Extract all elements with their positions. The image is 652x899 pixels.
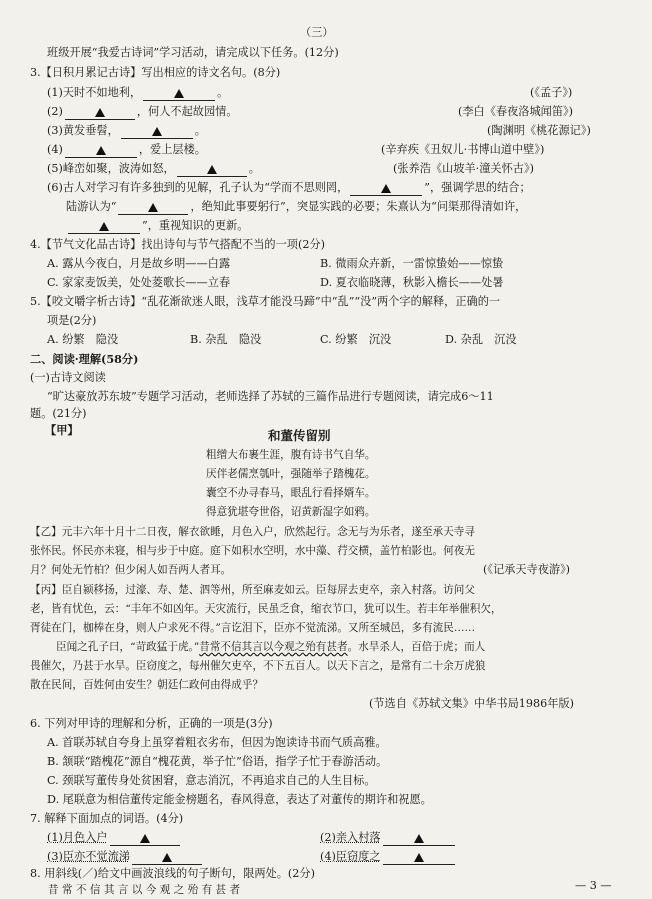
q3-item-5: (5)峰峦如聚，波涛如怒， 。 [47,162,260,175]
intro-line: 班级开展“我爱古诗词”学习活动，请完成以下任务。(12分) [47,46,339,59]
q3-source-4: (辛弃疾《丑奴儿·书博山道中壁》) [381,143,545,156]
q8-heading: 8. 用斜线(／)给文中画波浪线的句子断句，限两处。(2分) [30,867,315,880]
q5-option-a[interactable]: A. 纷繁 隐没 [47,333,119,346]
q8-sentence: 昔 常 不 信 其 言 以 今 观 之 殆 有 甚 者 [48,884,241,896]
yi-line-1: 【乙】元丰六年十月十二日夜，解衣欲睡，月色入户，欣然起行。念无与为乐者，遂至承天寺寻 [30,526,475,538]
bing-source: (节选自《苏轼文集》中华书局1986年版) [369,697,575,710]
poem-line-3: 囊空不办寻春马，眼乱行看择婿车。 [206,487,376,499]
yi-line-2: 张怀民。怀民亦未寝，相与步于中庭。庭下如积水空明，水中藻、荇交横，盖竹柏影也。何夜无 [30,545,475,557]
answer-blank[interactable] [350,181,422,196]
part2-intro-1: “旷达豪放苏东坡”专题学习活动，老师选择了苏轼的三篇作品进行专题阅读，请完成6～11 [47,390,494,403]
bing-line-6: 散在民间，百姓何由安生？朝廷仁政何由得成乎？ [30,679,264,691]
part2-intro-2: 题。(21分) [30,407,87,420]
q6-option-c[interactable]: C. 颈联写董传身处贫困窘，意志消沉，不再追求自己的人生目标。 [47,774,376,787]
q3-item-6-line2: 陆游认为“ ，绝知此事要躬行”，突显实践的必要；朱熹认为“问渠那得清如许， [66,200,527,213]
poem-line-4: 得意犹堪夸世俗，诏黄新湿字如鸦。 [206,506,376,518]
answer-blank[interactable] [121,124,193,139]
q7-item-4: (4)臣窃度之 [320,849,457,865]
bing-line-4: 臣闻之孔子曰，“苛政猛于虎。”昔常不信其言以今观之殆有甚者。水旱杀人，百倍于虎；而人 [56,641,486,653]
poem-title: 和董传留别 [268,428,331,443]
answer-blank[interactable] [383,850,455,865]
q3-item-4: (4) ，爱上层楼。 [47,143,206,156]
q5-option-c[interactable]: C. 纷繁 沉没 [320,333,392,346]
q4-heading: 4.【节气文化品古诗】找出诗句与节气搭配不当的一项(2分) [30,238,326,251]
q3-source-2: (李白《春夜洛城闻笛》) [458,105,574,118]
q3-item-6-line1: (6)古人对学习有许多独到的见解，孔子认为“学而不思则罔， ”，强调学思的结合； [47,181,531,194]
q6-option-a[interactable]: A. 首联苏轼自夸身上虽穿着粗衣劣布，但因为饱读诗书而气质高雅。 [47,736,387,749]
q5-line2: 项是(2分) [47,314,97,327]
q5-option-b[interactable]: B. 杂乱 隐没 [190,333,262,346]
triangle-icon [414,834,424,843]
q3-item-6-line3: ”，重视知识的更新。 [66,218,248,234]
q3-source-5: (张养浩《山坡羊·潼关怀古》) [393,162,534,175]
q6-option-d[interactable]: D. 尾联意为相信董传定能金榜题名，春风得意，表达了对董传的期许和祝愿。 [47,793,432,806]
q3-source-1: (《孟子》) [530,86,573,99]
wavy-underlined-sentence: 昔常不信其言以今观之殆有甚者 [199,641,348,653]
q7-item-3: (3)臣亦不觉流涕 [47,849,204,865]
answer-blank[interactable] [177,162,247,177]
answer-blank[interactable] [110,831,180,846]
q4-option-b[interactable]: B. 微雨众卉新，一雷惊蛰始——惊蛰 [320,257,504,270]
triangle-icon [148,203,158,212]
yi-source: (《记承天寺夜游》) [483,563,571,576]
triangle-icon [207,165,217,174]
triangle-icon [162,853,172,862]
q4-option-a[interactable]: A. 露从今夜白，月是故乡明——白露 [47,257,231,270]
answer-blank[interactable] [132,850,202,865]
q6-heading: 6. 下列对甲诗的理解和分析，正确的一项是(3分) [30,717,273,730]
q3-item-3: (3)黄发垂髫， 。 [47,124,206,137]
q6-option-b[interactable]: B. 颔联“踏槐花”源自“槐花黄，举子忙”俗语，指学子忙于春游活动。 [47,755,388,768]
jia-label: 【甲】 [45,423,79,437]
triangle-icon [95,108,105,117]
triangle-icon [174,89,184,98]
q3-heading: 3.【日积月累记古诗】写出相应的诗文名句。(8分) [30,66,281,79]
q5-option-d[interactable]: D. 杂乱 沉没 [445,333,517,346]
q7-item-2: (2)亲入村落 [320,830,457,846]
triangle-icon [96,146,106,155]
q3-source-3: (陶渊明《桃花源记》) [487,124,591,137]
yi-line-3: 月？何处无竹柏？但少闲人如吾两人者耳。 [30,564,232,576]
part2-subheading: (一)古诗文阅读 [30,371,106,384]
triangle-icon [99,222,109,231]
q3-item-1: (1)天时不如地利， 。 [47,86,229,99]
part2-heading: 二、阅读·理解(58分) [30,352,139,366]
triangle-icon [140,834,150,843]
q5-line1: 5.【咬文嚼字析古诗】“乱花渐欲迷人眼，浅草才能没马蹄”中“乱”“没”两个字的解释，正确的一 [30,295,501,308]
q7-heading: 7. 解释下面加点的词语。(4分) [30,812,184,825]
bing-line-1: 【丙】臣自颍移扬，过濠、寿、楚、泗等州，所至麻麦如云。臣每屏去吏卒，亲入村落。访问父 [30,584,475,596]
poem-line-1: 粗缯大布裹生涯，腹有诗书气自华。 [206,449,376,461]
answer-blank[interactable] [65,143,137,158]
answer-blank[interactable] [143,86,215,101]
triangle-icon [414,853,424,862]
answer-blank[interactable] [68,219,140,234]
triangle-icon [381,184,391,193]
q3-item-2: (2) ，何人不起故园情。 [47,105,238,118]
q4-option-d[interactable]: D. 夏衣临晓薄，秋影入檐长——处暑 [320,276,504,289]
triangle-icon [152,127,162,136]
bing-line-2: 老，皆有忧色，云：“丰年不如凶年。天灾流行，民虽乏食，缩衣节口，犹可以生。若丰年举催积欠， [30,603,502,615]
page-number: — 3 — [575,879,612,892]
answer-blank[interactable] [383,831,455,846]
answer-blank[interactable] [65,105,135,120]
q4-option-c[interactable]: C. 家家麦饭美，处处菱歌长——立春 [47,276,231,289]
bing-line-5: 畏催欠，乃甚于水旱。臣窃度之，每州催欠吏卒，不下五百人。以天下言之，是常有二十余万虎狼 [30,660,486,672]
answer-blank[interactable] [118,200,188,215]
q7-item-1: (1)月色入户 [47,830,182,846]
bing-line-3: 胥徒在门，枷棒在身，则人户求死不得。”言讫泪下，臣亦不觉流涕。又所至城邑，多有流民…… [30,622,476,634]
poem-line-2: 厌伴老儒烹瓠叶，强随举子踏槐花。 [206,468,376,480]
section-header: （三） [300,26,334,39]
